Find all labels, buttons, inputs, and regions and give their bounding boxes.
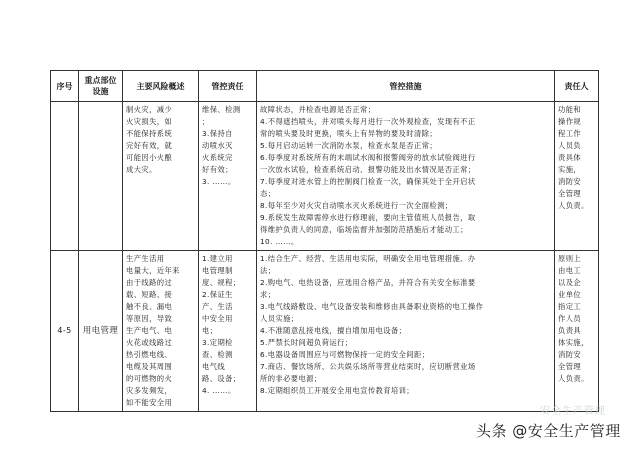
- cell-line: 人负责。: [558, 374, 589, 383]
- cell-line: 2.保证生: [202, 290, 233, 299]
- row2-duty: [199, 251, 257, 412]
- cell-line: 全管理: [558, 362, 582, 371]
- cell-line: 程工作: [558, 129, 582, 138]
- cell-line: 5.严禁长时间超负荷运行；: [260, 338, 353, 347]
- cell-line: 成大灾。: [126, 165, 157, 174]
- cell-line: 作人员: [558, 314, 582, 323]
- cell-line: 4.不准随意乱接电线，擅自增加用电设备；: [260, 326, 407, 335]
- cell-line: 1.结合生产、经营、生活用电实际，明确安全用电管理措施、办: [260, 254, 476, 263]
- cell-line: 常的喷头要及时更换，喷头上有异物的要及时清除；: [260, 129, 438, 138]
- cell-line: 中安全用: [202, 314, 233, 323]
- table-row: [51, 102, 599, 251]
- cell-line: 如不能安全用: [126, 398, 173, 407]
- cell-line: 载、短路、接: [126, 290, 173, 299]
- cell-line: 实施，: [558, 165, 582, 174]
- cell-line: 热引燃电线、: [126, 350, 173, 359]
- cell-line: 电缆及其周围: [126, 362, 173, 371]
- cell-line: 原则上: [558, 254, 582, 263]
- cell-line: 可能因小火酿: [126, 153, 173, 162]
- cell-line: 故障状态，并检查电源是否正常；: [260, 105, 376, 114]
- watermark-text: 头条 @安全生产管理: [476, 421, 621, 440]
- cell-line: 等原因，导致: [126, 314, 173, 323]
- row2-area: 用电管理: [79, 251, 123, 412]
- cell-line: 以及企: [558, 278, 582, 287]
- cell-line: ；: [202, 117, 210, 126]
- cell-line: 责具体: [558, 153, 582, 162]
- cell-line: 10. ……。: [260, 237, 299, 246]
- row2-measures: [257, 251, 555, 412]
- cell-line: 电量大，近年来: [126, 266, 180, 275]
- cell-line: 3.定期检: [202, 338, 233, 347]
- cell-line: 路、设备；: [202, 374, 241, 383]
- watermark: [476, 418, 621, 442]
- cell-line: 制火灾，减少: [126, 105, 173, 114]
- cell-line: 人员负: [558, 141, 582, 150]
- cell-line: 4.不得遮挡喷头，并对喷头每月进行一次外观检查，发现有不正: [260, 117, 476, 126]
- risk-control-table: [50, 70, 599, 412]
- faint-watermark: 安全生产管理: [540, 406, 606, 417]
- row2-risk: [123, 251, 199, 412]
- cell-line: 电气线: [202, 362, 226, 371]
- row1-risk: [123, 102, 199, 251]
- header-area: 重点部位 设施: [79, 71, 123, 102]
- cell-line: 6.每季度对系统所有的末端试水阀和报警阀旁的放水试验阀进行: [260, 153, 476, 162]
- cell-line: 由电工: [558, 266, 582, 275]
- row1-area: [79, 102, 123, 251]
- cell-line: 火灾损失，如: [126, 117, 173, 126]
- cell-line: 1.建立用: [202, 254, 233, 263]
- cell-line: 电管理制: [202, 266, 233, 275]
- cell-line: 生产电气、电: [126, 326, 173, 335]
- row2-seq: 4-5: [51, 251, 79, 412]
- cell-line: 指定工: [558, 302, 582, 311]
- row1-measures: [257, 102, 555, 251]
- cell-line: 完好有效，就: [126, 141, 173, 150]
- cell-line: 得维护负责人的同意，临场监督并加强防范措施后才能动工；: [260, 225, 468, 234]
- cell-line: 操作规: [558, 117, 582, 126]
- cell-line: 人负责。: [558, 201, 589, 210]
- cell-line: 体实施，: [558, 338, 589, 347]
- cell-line: 产、生活: [202, 302, 233, 311]
- cell-line: 全管理: [558, 189, 582, 198]
- cell-line: 查、检测: [202, 350, 233, 359]
- cell-line: 负责具: [558, 326, 582, 335]
- cell-line: 2.购电气、电热设备，应选用合格产品，并符合有关安全标准要: [260, 278, 476, 287]
- cell-line: 的可燃物的火: [126, 374, 173, 383]
- cell-line: 法；: [260, 266, 276, 275]
- cell-line: 好有效；: [202, 165, 233, 174]
- header-seq: 序号: [51, 71, 79, 102]
- cell-line: 动喷水灭: [202, 141, 233, 150]
- cell-line: 电；: [202, 326, 218, 335]
- row1-duty: [199, 102, 257, 251]
- header-measures: 管控措施: [257, 71, 555, 102]
- cell-line: 3.保持自: [202, 129, 233, 138]
- header-owner: 责任人: [555, 71, 599, 102]
- cell-line: 3.电气线路敷设、电气设备安装和维修由具备职业资格的电工操作: [260, 302, 484, 311]
- cell-line: 6.电器设备周围应与可燃物保持一定的安全间距；: [260, 350, 430, 359]
- cell-line: 求；: [260, 290, 276, 299]
- header-duty: 管控责任: [199, 71, 257, 102]
- row1-seq: [51, 102, 79, 251]
- table-header-row: [51, 71, 599, 102]
- cell-line: 火花或线路过: [126, 338, 173, 347]
- header-risk: 主要风险概述: [123, 71, 199, 102]
- cell-line: 8.每年至少对火灾自动喷水灭火系统进行一次全面检测；: [260, 201, 453, 210]
- table-row: [51, 251, 599, 412]
- cell-line: 4. ……。: [202, 386, 236, 395]
- cell-line: 由于线路的过: [126, 278, 173, 287]
- row2-owner: [555, 251, 599, 412]
- cell-line: 态；: [260, 189, 276, 198]
- cell-line: 一次放水试验，检查系统启动、报警功能及出水情况是否正常；: [260, 165, 476, 174]
- cell-line: 9.系统发生故障需停水进行修理前，要向主管值班人员报告，取: [260, 213, 476, 222]
- cell-line: 生产生活用: [126, 254, 165, 263]
- row1-owner: [555, 102, 599, 251]
- cell-line: 灾多发频发，: [126, 386, 173, 395]
- cell-line: 度、规程；: [202, 278, 241, 287]
- cell-line: 7.每季度对进水管上的控制阀门检查一次，确保其处于全开启状: [260, 177, 476, 186]
- cell-line: 消防安: [558, 350, 582, 359]
- cell-line: 业单位: [558, 290, 582, 299]
- cell-line: 触不良、漏电: [126, 302, 173, 311]
- cell-line: 不能保持系统: [126, 129, 173, 138]
- cell-line: 维保、检测: [202, 105, 241, 114]
- cell-line: 7.商店、餐饮场所、公共娱乐场所等营业结束时，应切断营业场: [260, 362, 476, 371]
- cell-line: 5.每月启动运转一次消防水泵，检查水泵是否正常；: [260, 141, 438, 150]
- cell-line: 所的非必要电源；: [260, 374, 322, 383]
- cell-line: 8.定期组织员工开展安全用电宣传教育培训；: [260, 386, 415, 395]
- cell-line: 3. ……。: [202, 177, 236, 186]
- cell-line: 消防安: [558, 177, 582, 186]
- cell-line: 功能和: [558, 105, 582, 114]
- cell-line: 火系统完: [202, 153, 233, 162]
- cell-line: 人员实施；: [260, 314, 299, 323]
